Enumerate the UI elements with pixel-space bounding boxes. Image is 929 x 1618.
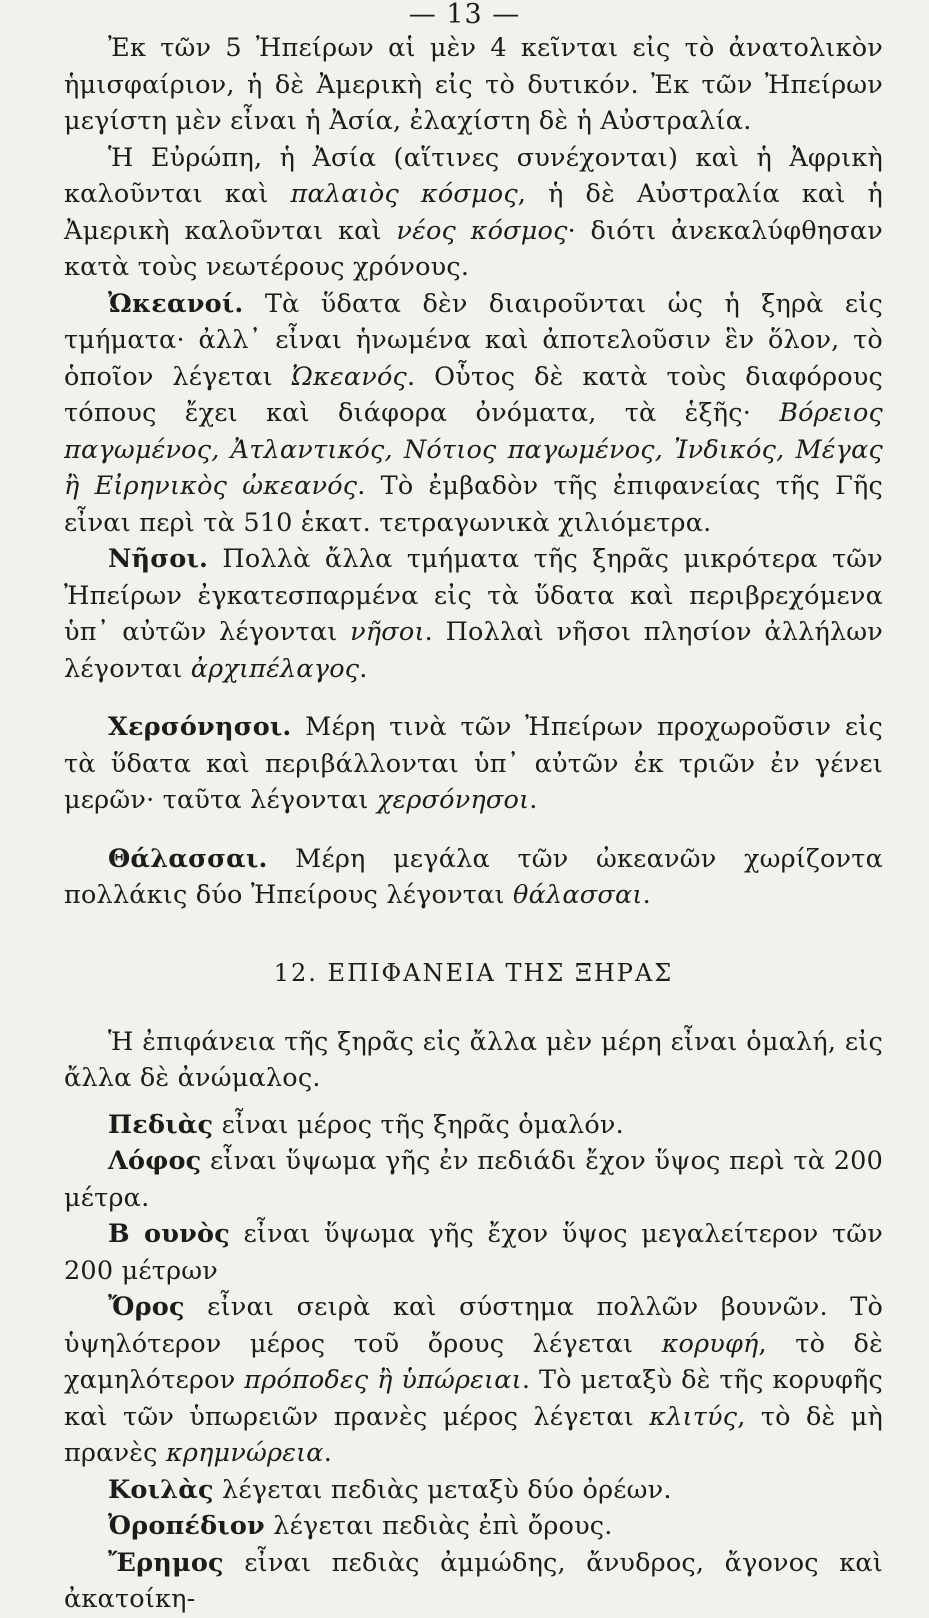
paragraph-plain: Πεδιὰς εἶναι μέρος τῆς ξηρᾶς ὁμαλόν.	[108, 1109, 624, 1140]
page-body	[64, 30, 883, 1618]
paragraph-old-new-world: Ἡ Εὐρώπη, ἡ Ἀσία (αἵτινες συνέχονται) καὶ ἡ Ἀφρικὴ καλοῦνται καὶ παλαιὸς κόσμος, ἡ δὲ Αὐστραλία καὶ ἡ Ἀμερικὴ καλοῦνται καὶ νέος κόσμος· διότι ἀνεκαλύφθησαν κατὰ τοὺς νεωτέρους χρόνους.	[64, 142, 884, 282]
ocean-names: Βόρειος παγωμένος, Ἀτλαντικός, Νότιος παγωμένος, Ἰνδικός, Μέγας ἢ Εἰρηνικὸς ὠκεανός	[64, 398, 883, 501]
paragraph-seas: Θάλασσαι. Μέρη μεγάλα τῶν ὠκεανῶν χωρίζοντα πολλάκις δύο Ἠπείρους λέγονται θάλασσαι.	[64, 843, 883, 910]
heading-peninsulas: Χερσόνησοι.	[108, 712, 292, 742]
heading-mountain: Β ουνὸς	[108, 1219, 230, 1249]
section-title: 12. ΕΠΙΦΑΝΕΙΑ ΤΗΣ ΞΗΡΑΣ	[273, 958, 674, 987]
heading-islands: Νῆσοι.	[108, 544, 209, 574]
paragraph-hill: Λόφος εἶναι ὕψωμα γῆς ἐν πεδιάδι ἔχον ὕψος περὶ τὰ 200 μέτρα.	[64, 1146, 883, 1213]
paragraph-mountain-range: Ὄρος εἶναι σειρὰ καὶ σύστημα πολλῶν βουνῶν. Τὸ ὑψηλότερον μέρος τοῦ ὄρους λέγεται κορυφή, τὸ δὲ χαμηλότερον πρόποδες ἢ ὑπώρειαι. Τὸ μεταξὺ δὲ τῆς κορυφῆς καὶ τῶν ὑπωρειῶν πρανὲς μέρος λέγεται κλιτύς, τὸ δὲ μὴ πρανὲς κρημνώρεια.	[64, 1292, 883, 1468]
heading-hill: Λόφος	[108, 1146, 202, 1176]
heading-desert: Ἔρημος	[108, 1547, 224, 1578]
paragraph-mountain: Β ουνὸς εἶναι ὕψωμα γῆς ἔχον ὕψος μεγαλείτερον τῶν 200 μέτρων	[64, 1219, 883, 1286]
heading-mountain-range: Ὄρος	[108, 1292, 185, 1322]
paragraph-plateau: Ὀροπέδιον λέγεται πεδιὰς ἐπὶ ὄρους.	[108, 1511, 613, 1541]
paragraph-peninsulas: Χερσόνησοι. Μέρη τινὰ τῶν Ἠπείρων προχωροῦσιν εἰς τὰ ὕδατα καὶ περιβάλλονται ὑπ᾽ αὐτῶν ἐκ τριῶν ἐν γένει μερῶν· ταῦτα λέγονται χερσόνησοι.	[64, 712, 883, 815]
paragraph-oceans: Ὠκεανοί. Τὰ ὕδατα δὲν διαιροῦνται ὡς ἡ ξηρὰ εἰς τμήματα· ἀλλ᾽ εἶναι ἡνωμένα καὶ ἀποτελοῦσιν ἓν ὅλον, τὸ ὁποῖον λέγεται Ὠκεανός. Οὗτος δὲ κατὰ τοὺς διαφόρους τόπους ἔχει καὶ διάφορα ὀνόματα, τὰ ἑξῆς· Βόρειος παγωμένος, Ἀτλαντικός, Νότιος παγωμένος, Ἰνδικός, Μέγας ἢ Εἰρηνικὸς ὠκεανός. Τὸ ἐμβαδὸν τῆς ἐπιφανείας τῆς Γῆς εἶναι περὶ τὰ 510 ἑκατ. τετραγωνικὰ χιλιόμετρα.	[64, 288, 883, 538]
paragraph-islands: Νῆσοι. Πολλὰ ἄλλα τμήματα τῆς ξηρᾶς μικρότερα τῶν Ἠπείρων ἐγκατεσπαρμένα εἰς τὰ ὕδατα καὶ περιβρεχόμενα ὑπ᾽ αὐτῶν λέγονται νῆσοι. Πολλαὶ νῆσοι πλησίον ἀλλήλων λέγονται ἀρχιπέλαγος.	[64, 544, 883, 684]
heading-plain: Πεδιὰς	[108, 1109, 214, 1140]
page-number: — 13 —	[408, 0, 521, 30]
term-new-world: νέος κόσμος	[396, 215, 568, 246]
term-old-world: παλαιὸς κόσμος	[290, 179, 518, 209]
heading-seas: Θάλασσαι.	[108, 843, 268, 874]
paragraph-valley: Κοιλὰς λέγεται πεδιὰς μεταξὺ δύο ὀρέων.	[108, 1474, 672, 1505]
heading-plateau: Ὀροπέδιον	[108, 1511, 265, 1541]
paragraph-continents-hemispheres: Ἐκ τῶν 5 Ἠπείρων αἱ μὲν 4 κεῖνται εἰς τὸ ἀνατολικὸν ἡμισφαίριον, ἡ δὲ Ἀμερικὴ εἰς τὸ δυτικόν. Ἐκ τῶν Ἠπείρων μεγίστη μὲν εἶναι ἡ Ἀσία, ἐλαχίστη δὲ ἡ Αὐστραλία.	[64, 33, 883, 136]
paragraph-desert: Ἔρημος εἶναι πεδιὰς ἀμμώδης, ἄνυδρος, ἄγονος καὶ ἀκατοίκη-	[64, 1547, 883, 1614]
heading-oceans: Ὠκεανοί.	[108, 288, 244, 319]
paragraph-surface-intro: Ἡ ἐπιφάνεια τῆς ξηρᾶς εἰς ἄλλα μὲν μέρη εἶναι ὁμαλή, εἰς ἄλλα δὲ ἀνώμαλος.	[64, 1026, 883, 1093]
heading-valley: Κοιλὰς	[108, 1474, 214, 1505]
